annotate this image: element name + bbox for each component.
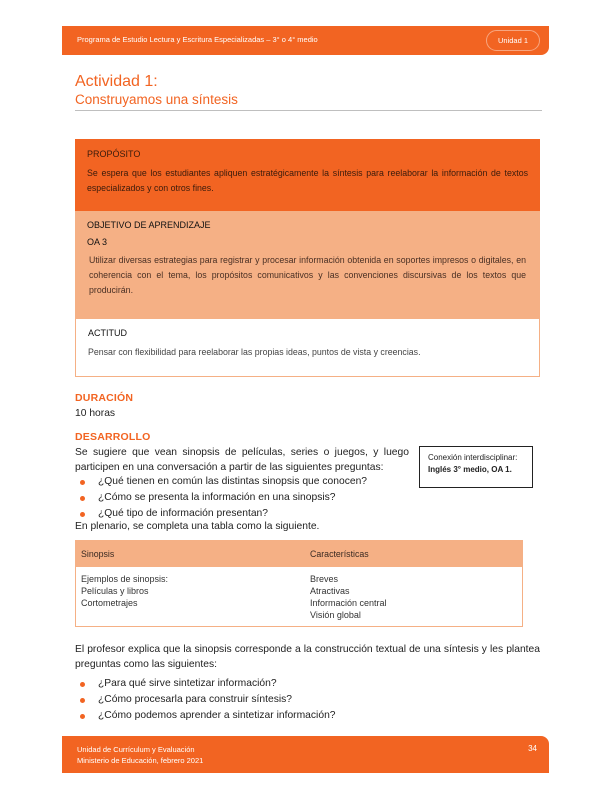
header-bar	[62, 26, 549, 55]
connection-label: Conexión interdisciplinar:	[428, 453, 518, 462]
list-item	[80, 708, 336, 724]
list-item	[80, 692, 336, 708]
desarrollo-intro: Se sugiere que vean sinopsis de películas, series o juegos, y luego participen en una conversación a partir de las siguientes preguntas:	[75, 447, 409, 473]
table-cell-caracteristicas	[305, 573, 522, 621]
question-text: ¿Cómo podemos aprender a sintetizar información?	[98, 710, 336, 721]
proposito-text: Se espera que los estudiantes apliquen estratégicamente la síntesis para reelaborar la información de textos especializados y con otros fines.	[87, 168, 528, 193]
list-item	[80, 474, 367, 490]
oa-code: OA 3	[87, 237, 108, 247]
title-divider	[75, 110, 542, 111]
bullet-icon	[80, 682, 85, 687]
table-header	[76, 541, 522, 567]
cell-line: Películas y libros	[81, 586, 149, 596]
cell-line: Breves	[310, 574, 339, 584]
actitud-block	[75, 319, 540, 377]
cell-line: Cortometrajes	[81, 598, 138, 608]
question-text: ¿Qué tienen en común las distintas sinopsis que conocen?	[98, 476, 368, 487]
table-row	[76, 567, 522, 621]
question-text: ¿Cómo procesarla para construir síntesis?	[98, 694, 293, 705]
question-text: ¿Qué tipo de información presentan?	[98, 508, 268, 519]
connection-box	[419, 446, 533, 488]
duracion-heading: DURACIÓN	[75, 392, 134, 404]
actitud-text: Pensar con flexibilidad para reelaborar las propias ideas, puntos de vista y creencias.	[88, 347, 421, 357]
table-header-caracteristicas: Características	[310, 549, 369, 559]
activity-title: Actividad 1:	[75, 73, 158, 90]
bullet-icon	[80, 480, 85, 485]
questions-list	[80, 474, 367, 522]
bullet-icon	[80, 698, 85, 703]
plenario-text: En plenario, se completa una tabla como la siguiente.	[75, 521, 320, 532]
objetivo-block	[75, 211, 540, 319]
objetivo-label: OBJETIVO DE APRENDIZAJE	[87, 220, 211, 230]
cell-line: Visión global	[310, 610, 361, 620]
profesor-text: El profesor explica que la sinopsis corresponde a la construcción textual de una síntesis y les plantea preguntas como las siguientes:	[75, 644, 540, 670]
table-cell-sinopsis	[76, 573, 305, 621]
duracion-value: 10 horas	[75, 408, 116, 419]
bullet-icon	[80, 496, 85, 501]
proposito-label: PROPÓSITO	[87, 149, 141, 159]
desarrollo-heading: DESARROLLO	[75, 431, 151, 443]
bullet-icon	[80, 714, 85, 719]
cell-line: Información central	[310, 598, 387, 608]
program-title: Programa de Estudio Lectura y Escritura Especializadas – 3° o 4° medio	[77, 35, 318, 44]
questions2-list	[80, 676, 336, 724]
bullet-icon	[80, 512, 85, 517]
objetivo-text: Utilizar diversas estrategias para registrar y procesar información obtenida en soportes impresos o digitales, en coherencia con el tema, los propósitos comunicativos y las convenciones discursivas de los textos que producirán.	[89, 255, 526, 295]
activity-subtitle: Construyamos una síntesis	[75, 92, 238, 107]
list-item	[80, 490, 367, 506]
page-number: 34	[528, 744, 537, 753]
footer-ministry: Ministerio de Educación, febrero 2021	[77, 756, 204, 765]
unit-badge: Unidad 1	[486, 30, 540, 51]
cell-line: Atractivas	[310, 586, 350, 596]
sinopsis-table	[75, 540, 523, 627]
question-text: ¿Cómo se presenta la información en una sinopsis?	[98, 492, 336, 503]
question-text: ¿Para qué sirve sintetizar información?	[98, 678, 277, 689]
proposito-block	[75, 139, 540, 211]
cell-line: Ejemplos de sinopsis:	[81, 574, 169, 584]
footer-bar	[62, 736, 549, 773]
actitud-label: ACTITUD	[88, 328, 127, 338]
connection-value: Inglés 3° medio, OA 1.	[428, 465, 512, 474]
table-header-sinopsis: Sinopsis	[81, 549, 115, 559]
list-item	[80, 676, 336, 692]
footer-unit: Unidad de Currículum y Evaluación	[77, 745, 195, 754]
